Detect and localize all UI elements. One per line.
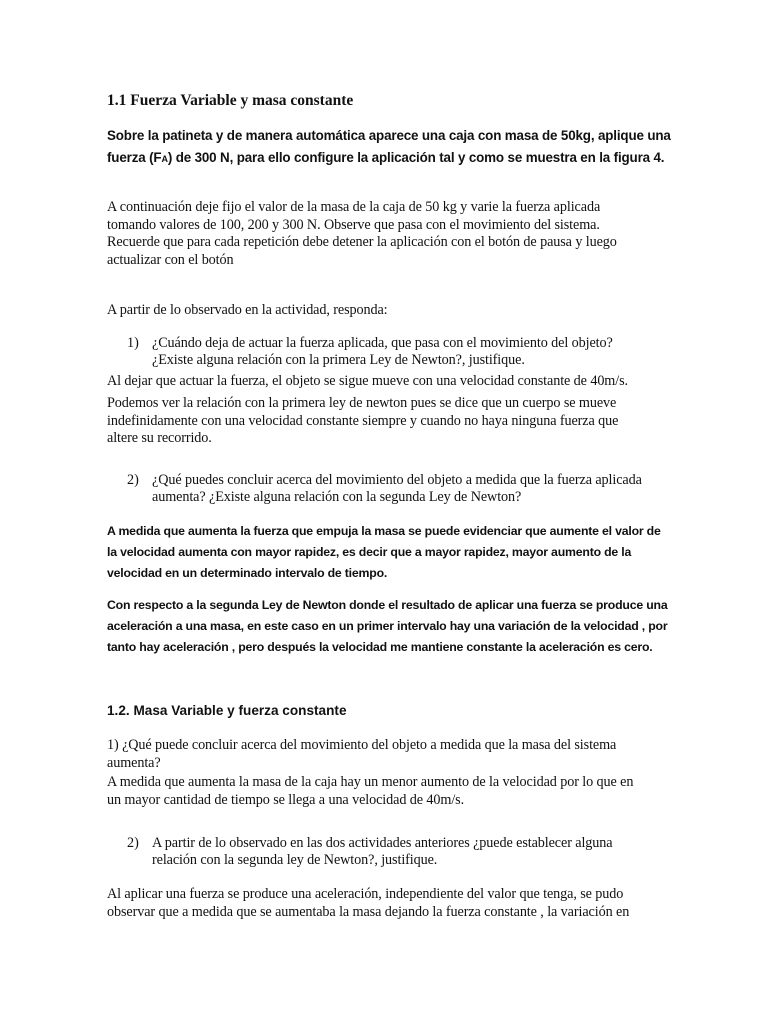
answer-line: A medida que aumenta la fuerza que empuja la masa se puede evidenciar que aumente el valor de <box>107 524 661 538</box>
answer-line: A medida que aumenta la masa de la caja hay un menor aumento de la velocidad por lo que en <box>107 774 634 790</box>
question-line: 1) ¿Qué puede concluir acerca del movimiento del objeto a medida que la masa del sistema <box>107 737 617 753</box>
answer-2-paragraph-2 <box>107 595 707 658</box>
answer-line: altere su recorrido. <box>107 430 212 446</box>
paragraph-line: Recuerde que para cada repetición debe detener la aplicación con el botón de pausa y luego <box>107 234 617 250</box>
question-2-text <box>152 472 672 506</box>
section-2-question-2-number: 2) <box>127 835 139 851</box>
answer-line: Al aplicar una fuerza se produce una aceleración, independiente del valor que tenga, se pudo <box>107 886 624 902</box>
answer-2-paragraph-1 <box>107 521 707 584</box>
question-1-text <box>152 335 672 369</box>
section-2-title: 1.2. Masa Variable y fuerza constante <box>107 703 347 718</box>
answer-line: un mayor cantidad de tiempo se llega a una velocidad de 40m/s. <box>107 791 465 808</box>
answer-line: aceleración a una masa, en este caso en un primer intervalo hay una variación de la velocidad , por <box>107 619 668 633</box>
paragraph-line: actualizar con el botón <box>107 251 234 268</box>
paragraph-line: A continuación deje fijo el valor de la masa de la caja de 50 kg y varie la fuerza aplicada <box>107 199 601 215</box>
intro-line <box>107 147 707 170</box>
answer-1-paragraph <box>107 395 707 448</box>
answer-line: velocidad en un determinado intervalo de tiempo. <box>107 566 388 580</box>
section-1-intro <box>107 125 707 170</box>
answer-line: indefinidamente con una velocidad constante siempre y cuando no haya ninguna fuerza que <box>107 412 619 429</box>
question-line: A partir de lo observado en las dos actividades anteriores ¿puede establecer alguna <box>152 835 613 851</box>
section-2-answer-2 <box>107 886 707 921</box>
answer-1-line: Al dejar que actuar la fuerza, el objeto se sigue mueve con una velocidad constante de 40m/s. <box>107 373 628 389</box>
section-1-paragraph <box>107 199 687 269</box>
section-1-title: 1.1 Fuerza Variable y masa constante <box>107 92 354 109</box>
answer-line: la velocidad aumenta con mayor rapidez, es decir que a mayor rapidez, mayor aumento de la <box>107 545 632 559</box>
activity-prompt: A partir de lo observado en la actividad, responda: <box>107 302 388 318</box>
question-line: ¿Existe alguna relación con la primera Ley de Newton?, justifique. <box>152 352 525 368</box>
answer-line: Con respecto a la segunda Ley de Newton donde el resultado de aplicar una fuerza se produce una <box>107 598 668 612</box>
question-line: ¿Qué puedes concluir acerca del movimiento del objeto a medida que la fuerza aplicada <box>152 472 642 488</box>
question-line: aumenta? <box>107 754 161 771</box>
section-2-question-2-text <box>152 835 672 869</box>
question-line: ¿Cuándo deja de actuar la fuerza aplicada, que pasa con el movimiento del objeto? <box>152 335 613 351</box>
intro-text: ) de 300 N, para ello configure la aplicación tal y como se muestra en la figura 4. <box>167 150 665 165</box>
section-2-answer-1 <box>107 774 707 809</box>
question-2-number: 2) <box>127 472 139 488</box>
paragraph-line: tomando valores de 100, 200 y 300 N. Observe que pasa con el movimiento del sistema. <box>107 216 600 233</box>
section-2-question-1 <box>107 737 707 772</box>
intro-line: Sobre la patineta y de manera automática aparece una caja con masa de 50kg, aplique una <box>107 128 671 143</box>
question-line: relación con la segunda ley de Newton?, justifique. <box>152 852 438 868</box>
intro-text: fuerza (F <box>107 150 162 165</box>
intro-subscript: A <box>161 154 168 164</box>
answer-line: Podemos ver la relación con la primera ley de newton pues se dice que un cuerpo se mueve <box>107 395 617 411</box>
question-line: aumenta? ¿Existe alguna relación con la segunda Ley de Newton? <box>152 489 522 505</box>
answer-line: observar que a medida que se aumentaba la masa dejando la fuerza constante , la variación en <box>107 903 630 920</box>
question-1-number: 1) <box>127 335 139 351</box>
answer-line: tanto hay aceleración , pero después la velocidad me mantiene constante la aceleración es cero. <box>107 640 653 654</box>
